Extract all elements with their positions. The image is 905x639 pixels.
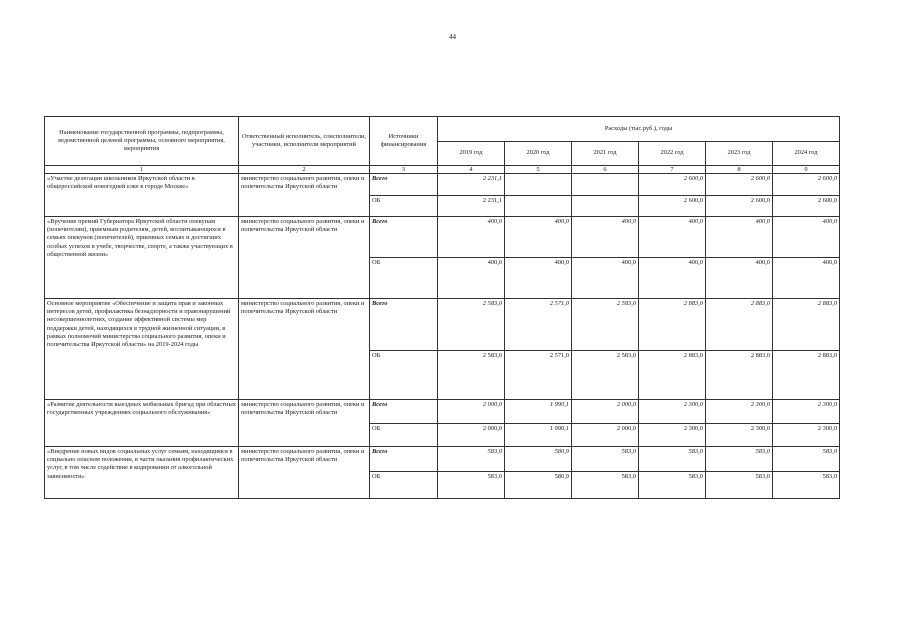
ob-value — [505, 196, 572, 217]
ob-value: 583,0 — [572, 472, 639, 499]
total-value: 2 000,0 — [438, 400, 505, 424]
ob-value: 2 600,0 — [639, 196, 706, 217]
ob-value — [572, 196, 639, 217]
column-number: 1 — [45, 166, 239, 174]
activity-name: «Вручение премий Губернатора Иркутской области опекунам (попечителям), приемным родителям, детей, воспитывающихся в семьях опекунов (попечителей), приемных семьях и достигших особых успехов в учебе, творчестве, спорте, а также участвующих в общественной жизни» — [45, 217, 239, 299]
total-value: 1 990,1 — [505, 400, 572, 424]
total-value: 400,0 — [639, 217, 706, 258]
table-row — [45, 217, 840, 258]
source-total-label: Всего — [370, 400, 438, 424]
source-ob-label: ОБ — [370, 472, 438, 499]
total-value: 2 583,0 — [572, 299, 639, 351]
ob-value: 400,0 — [706, 258, 773, 299]
ob-value: 2 883,0 — [773, 351, 840, 400]
source-total-label: Всего — [370, 299, 438, 351]
column-number: 2 — [239, 166, 370, 174]
total-value: 400,0 — [505, 217, 572, 258]
column-number: 6 — [572, 166, 639, 174]
ob-value: 583,0 — [773, 472, 840, 499]
ob-value: 2 883,0 — [639, 351, 706, 400]
table-row — [45, 299, 840, 351]
source-ob-label: ОБ — [370, 258, 438, 299]
total-value: 583,0 — [438, 447, 505, 472]
total-value: 2 883,0 — [639, 299, 706, 351]
header-year: 2019 год — [438, 142, 505, 166]
total-value: 583,0 — [572, 447, 639, 472]
total-value: 2 883,0 — [773, 299, 840, 351]
ob-value: 2 300,0 — [773, 424, 840, 447]
ob-value: 2 583,0 — [572, 351, 639, 400]
ob-value: 400,0 — [572, 258, 639, 299]
activity-name: «Участие делегации школьников Иркутской области в общероссийской новогодней елке в городе Москве» — [45, 174, 239, 217]
ob-value: 400,0 — [438, 258, 505, 299]
ob-value: 2 583,0 — [438, 351, 505, 400]
total-value: 2 883,0 — [706, 299, 773, 351]
ob-value: 583,0 — [639, 472, 706, 499]
responsible-executor: министерство социального развития, опеки и попечительства Иркутской области — [239, 447, 370, 499]
column-number: 4 — [438, 166, 505, 174]
total-value: 2 231,1 — [438, 174, 505, 196]
ob-value: 2 000,0 — [438, 424, 505, 447]
ob-value: 2 600,0 — [706, 196, 773, 217]
total-value: 2 000,0 — [572, 400, 639, 424]
source-total-label: Всего — [370, 217, 438, 258]
source-total-label: Всего — [370, 174, 438, 196]
responsible-executor: министерство социального развития, опеки и попечительства Иркутской области — [239, 400, 370, 447]
total-value: 2 600,0 — [773, 174, 840, 196]
total-value: 583,0 — [639, 447, 706, 472]
total-value — [572, 174, 639, 196]
total-value: 583,0 — [773, 447, 840, 472]
total-value: 580,9 — [505, 447, 572, 472]
header-responsible: Ответственный исполнитель, соисполнители, участники, исполнители мероприятий — [239, 117, 370, 166]
total-value: 2 300,0 — [639, 400, 706, 424]
ob-value: 400,0 — [773, 258, 840, 299]
header-year: 2023 год — [706, 142, 773, 166]
column-number: 9 — [773, 166, 840, 174]
header-year: 2020 год — [505, 142, 572, 166]
column-number: 8 — [706, 166, 773, 174]
total-value: 2 583,0 — [438, 299, 505, 351]
activity-name: «Развитие деятельности выездных мобильных бригад при областных государственных учреждениях социального обслуживания» — [45, 400, 239, 447]
ob-value: 2 883,0 — [706, 351, 773, 400]
ob-value: 2 000,0 — [572, 424, 639, 447]
activity-name: «Внедрение новых видов социальных услуг семьям, находящимся в социально опасном положении, в части оказания профилактических услуг, в том числе содействие в кодировании от алкогольной зависимости» — [45, 447, 239, 499]
ob-value: 580,9 — [505, 472, 572, 499]
header-expenses: Расходы (тыс.руб.), годы — [438, 117, 840, 142]
source-total-label: Всего — [370, 447, 438, 472]
total-value: 400,0 — [572, 217, 639, 258]
table-row — [45, 447, 840, 472]
page-number: 44 — [449, 33, 456, 41]
header-name: Наименование государственной программы, подпрограммы, ведомственной целевой программы, основного мероприятия, мероприятия — [45, 117, 239, 166]
table-row — [45, 400, 840, 424]
total-value: 400,0 — [438, 217, 505, 258]
ob-value: 583,0 — [706, 472, 773, 499]
responsible-executor: министерство социального развития, опеки и попечительства Иркутской области — [239, 299, 370, 400]
column-number: 3 — [370, 166, 438, 174]
ob-value: 2 231,1 — [438, 196, 505, 217]
ob-value: 2 300,0 — [639, 424, 706, 447]
ob-value: 2 571,0 — [505, 351, 572, 400]
ob-value: 2 600,0 — [773, 196, 840, 217]
total-value: 2 600,0 — [706, 174, 773, 196]
expenses-table — [44, 116, 840, 499]
source-ob-label: ОБ — [370, 351, 438, 400]
ob-value: 583,0 — [438, 472, 505, 499]
total-value — [505, 174, 572, 196]
header-year: 2021 год — [572, 142, 639, 166]
total-value: 2 300,0 — [773, 400, 840, 424]
responsible-executor: министерство социального развития, опеки и попечительства Иркутской области — [239, 217, 370, 299]
source-ob-label: ОБ — [370, 424, 438, 447]
total-value: 2 300,0 — [706, 400, 773, 424]
ob-value: 1 990,1 — [505, 424, 572, 447]
total-value: 583,0 — [706, 447, 773, 472]
ob-value: 400,0 — [639, 258, 706, 299]
header-year: 2022 год — [639, 142, 706, 166]
table-row — [45, 174, 840, 196]
total-value: 400,0 — [706, 217, 773, 258]
source-ob-label: ОБ — [370, 196, 438, 217]
responsible-executor: министерство социального развития, опеки и попечительства Иркутской области — [239, 174, 370, 217]
activity-name: Основное мероприятие «Обеспечение и защита прав и законных интересов детей, профилактика безнадзорности и правонарушений несовершеннолетних, создание эффективной системы мер поддержки детей, находящихся в трудной жизненной ситуации, в рамках полномочий министерства социального развития, опеки и попечительства Иркутской области» на 2019-2024 годы — [45, 299, 239, 400]
ob-value: 400,0 — [505, 258, 572, 299]
column-number: 7 — [639, 166, 706, 174]
total-value: 2 571,0 — [505, 299, 572, 351]
ob-value: 2 300,0 — [706, 424, 773, 447]
header-year: 2024 год — [773, 142, 840, 166]
total-value: 2 600,0 — [639, 174, 706, 196]
column-number: 5 — [505, 166, 572, 174]
header-sources: Источники финансирования — [370, 117, 438, 166]
total-value: 400,0 — [773, 217, 840, 258]
